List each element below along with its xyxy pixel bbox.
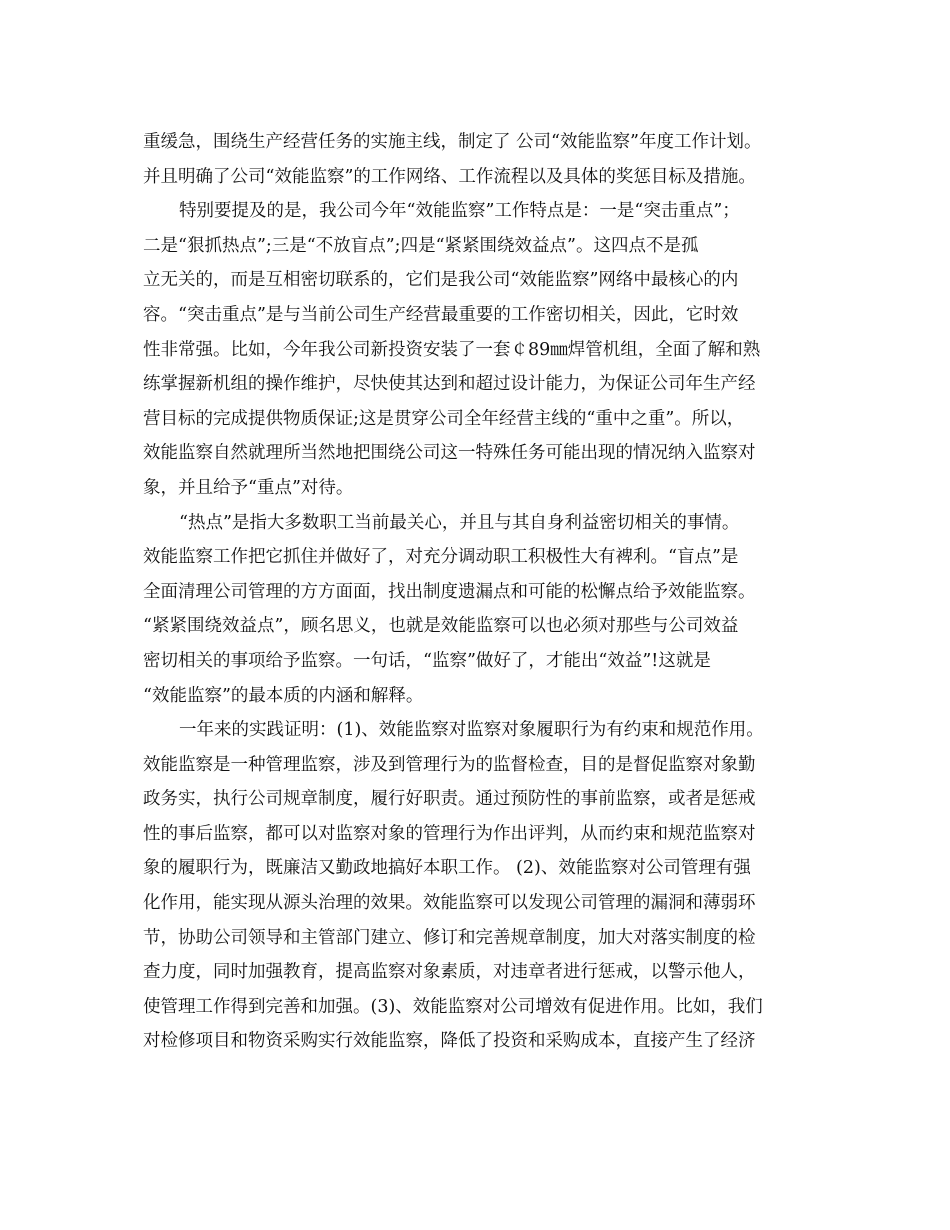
text-line: “紧紧围绕效益点”，顾名思义，也就是效能监察可以也必须对那些与公司效益: [143, 616, 739, 637]
text-line: 象，并且给予“重点”对待。: [143, 477, 354, 498]
text-line: 查力度，同时加强教育，提高监察对象素质，对违章者进行惩戒，以警示他人，: [143, 962, 756, 983]
document-body: [143, 125, 823, 1059]
text-line: 二是“狠抓热点”;三是“不放盲点”;四是“紧紧围绕效益点”。这四点不是孤: [143, 235, 699, 256]
text-line: 营目标的完成提供物质保证;这是贯穿公司全年经营主线的“重中之重”。所以，: [143, 408, 745, 429]
text-line: “效能监察”的最本质的内涵和解释。: [143, 685, 424, 706]
paragraph-start-line: 特别要提及的是，我公司今年“效能监察”工作特点是：一是“突击重点”；: [179, 201, 740, 222]
text-line: 性非常强。比如，今年我公司新投资安装了一套￠89㎜焊管机组，全面了解和熟: [143, 339, 761, 360]
text-line: 练掌握新机组的操作维护，尽快使其达到和超过设计能力，为保证公司年生产经: [143, 374, 756, 395]
text-line: 化作用，能实现从源头治理的效果。效能监察可以发现公司管理的漏洞和薄弱环: [143, 893, 756, 914]
text-line: 对检修项目和物资采购实行效能监察，降低了投资和采购成本，直接产生了经济: [143, 1031, 756, 1052]
text-line: 效能监察是一种管理监察，涉及到管理行为的监督检查，目的是督促监察对象勤: [143, 754, 756, 775]
text-line: 密切相关的事项给予监察。一句话，“监察”做好了，才能出“效益”!这就是: [143, 650, 711, 671]
text-line: 全面清理公司管理的方方面面，找出制度遗漏点和可能的松懈点给予效能监察。: [143, 581, 756, 602]
text-line: 象的履职行为，既廉洁又勤政地搞好本职工作。 (2)、效能监察对公司管理有强: [143, 858, 751, 879]
text-line: 并且明确了公司“效能监察”的工作网络、工作流程以及具体的奖惩目标及措施。: [143, 166, 756, 187]
text-line: 立无关的，而是互相密切联系的，它们是我公司“效能监察”网络中最核心的内: [143, 270, 739, 291]
text-line: 重缓急，围绕生产经营任务的实施主线，制定了 公司“效能监察”年度工作计划。: [143, 132, 762, 152]
text-line: 性的事后监察，都可以对监察对象的管理行为作出评判，从而约束和规范监察对: [143, 823, 756, 844]
paragraph-start-line: “热点”是指大多数职工当前最关心，并且与其自身利益密切相关的事情。: [179, 512, 740, 533]
paragraph-start-line: 一年来的实践证明：(1)、效能监察对监察对象履职行为有约束和规范作用。: [179, 720, 764, 741]
text-line: 效能监察自然就理所当然地把围绕公司这一特殊任务可能出现的情况纳入监察对: [143, 443, 756, 464]
text-line: 效能监察工作把它抓住并做好了，对充分调动职工积极性大有裨利。“盲点”是: [143, 547, 739, 568]
text-line: 政务实，执行公司规章制度，履行好职责。通过预防性的事前监察，或者是惩戒: [143, 789, 756, 810]
text-line: 节，协助公司领导和主管部门建立、修订和完善规章制度，加大对落实制度的检: [143, 927, 756, 948]
text-line: 容。“突击重点”是与当前公司生产经营最重要的工作密切相关，因此，它时效: [143, 304, 739, 325]
text-line: 使管理工作得到完善和加强。(3)、效能监察对公司增效有促进作用。比如，我们: [143, 996, 763, 1017]
